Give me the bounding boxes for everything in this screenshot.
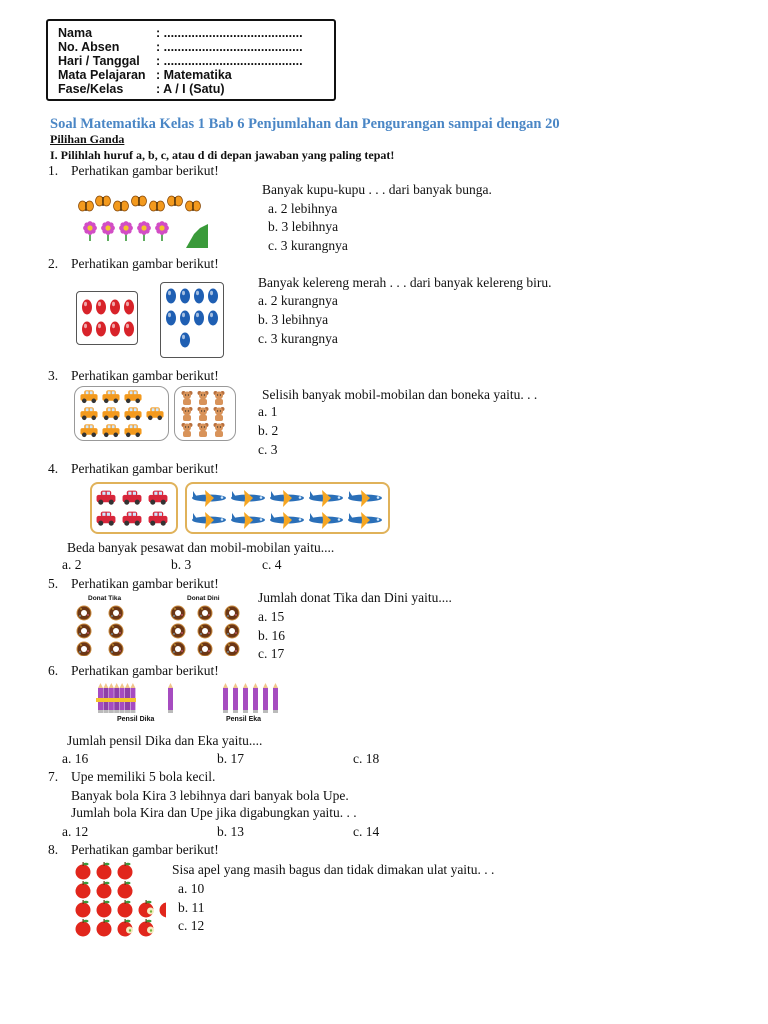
apple-icon: [97, 862, 112, 880]
donut-tika-group: [74, 604, 134, 656]
airplane-icon: [348, 512, 382, 529]
section-heading: Pilihan Ganda: [50, 132, 125, 146]
question-3-number: 3.: [48, 368, 59, 383]
butterfly-icon: [79, 201, 94, 211]
red-marbles-box: [76, 291, 138, 345]
donut-tika-label: Donat Tika: [88, 595, 122, 602]
apple-icon: [118, 900, 133, 918]
toy-car-icon: [80, 424, 97, 437]
apple-icon: [160, 900, 167, 918]
question-1-intro: Perhatikan gambar berikut!: [71, 163, 219, 178]
toy-car-icon: [123, 491, 142, 505]
question-8-option-b[interactable]: b. 11: [178, 900, 205, 915]
butterfly-group: [79, 196, 201, 211]
donut-icon: [171, 624, 186, 639]
toy-cars-box: [74, 386, 169, 441]
question-4-option-b[interactable]: b. 3: [171, 557, 192, 572]
donut-icon: [198, 642, 213, 657]
teddy-doll-group: [175, 387, 235, 440]
toy-car-icon: [149, 512, 168, 526]
butterfly-icon: [96, 196, 111, 206]
flower-group: [83, 221, 169, 241]
toy-car-icon: [124, 407, 141, 420]
question-4-option-a[interactable]: a. 2: [62, 557, 82, 572]
donut-icon: [109, 642, 124, 657]
marble-icon: [208, 311, 218, 326]
marble-icon: [82, 300, 92, 315]
question-6-number: 6.: [48, 663, 59, 678]
question-1-option-b[interactable]: b. 3 lebihnya: [268, 219, 339, 234]
airplane-group: [187, 484, 388, 532]
apple-icon: [76, 881, 91, 899]
question-6-option-c[interactable]: c. 18: [353, 751, 380, 766]
marble-icon: [110, 300, 120, 315]
marble-icon: [180, 311, 190, 326]
apple-icon: [76, 862, 91, 880]
airplane-icon: [348, 490, 382, 507]
teddy-doll-icon: [198, 407, 209, 421]
flower-icon: [119, 221, 133, 241]
toy-car-icon: [124, 390, 141, 403]
question-1-option-c[interactable]: c. 3 kurangnya: [268, 238, 348, 253]
teddy-doll-icon: [198, 423, 209, 437]
question-2-number: 2.: [48, 256, 59, 271]
teddy-doll-icon: [182, 391, 193, 405]
question-5-intro: Perhatikan gambar berikut!: [71, 576, 219, 591]
question-5-option-a[interactable]: a. 15: [258, 609, 285, 624]
question-5-option-c[interactable]: c. 17: [258, 646, 285, 661]
teddy-doll-icon: [182, 423, 193, 437]
question-3-option-a[interactable]: a. 1: [258, 404, 278, 419]
donut-icon: [77, 642, 92, 657]
toy-car-group-2: [92, 484, 176, 532]
pencil-icon: [233, 683, 238, 713]
toy-car-icon: [149, 491, 168, 505]
butterfly-icon: [150, 201, 165, 211]
question-6-intro: Perhatikan gambar berikut!: [71, 663, 219, 678]
toy-car-icon: [102, 390, 119, 403]
airplane-icon: [231, 490, 265, 507]
apple-icon: [97, 900, 112, 918]
teddy-doll-icon: [198, 391, 209, 405]
apple-icon: [118, 881, 133, 899]
question-3-prompt: Selisih banyak mobil-mobilan dan boneka yaitu. . .: [262, 387, 538, 402]
airplane-icon: [309, 490, 343, 507]
absen-row[interactable]: No. Absen : ........................................: [58, 40, 303, 54]
pencil-eka-label: Pensil Eka: [226, 716, 262, 723]
flower-icon: [101, 221, 115, 241]
teddy-doll-icon: [214, 423, 225, 437]
question-8-prompt: Sisa apel yang masih bagus dan tidak dimakan ulat yaitu. . .: [172, 862, 495, 877]
pencil-icon: [263, 683, 268, 713]
toy-car-icon: [123, 512, 142, 526]
toy-car-icon: [102, 424, 119, 437]
question-7-option-a[interactable]: a. 12: [62, 824, 89, 839]
pencil-dika-label: Pensil Dika: [117, 716, 155, 723]
question-1-option-a[interactable]: a. 2 lebihnya: [268, 201, 338, 216]
pencil-icon: [223, 683, 228, 713]
airplane-icon: [309, 512, 343, 529]
teddy-doll-icon: [182, 407, 193, 421]
grass-icon: [186, 224, 208, 248]
pencil-dika-group: [96, 683, 182, 715]
toy-car-icon: [124, 424, 141, 437]
donut-icon: [198, 606, 213, 621]
donut-dini-label: Donat Dini: [187, 595, 220, 602]
toy-car-icon: [80, 390, 97, 403]
marble-icon: [180, 333, 190, 348]
airplane-icon: [270, 512, 304, 529]
marble-icon: [194, 311, 204, 326]
flower-icon: [83, 221, 97, 241]
marble-icon: [96, 322, 106, 337]
marble-icon: [180, 289, 190, 304]
marble-icon: [208, 289, 218, 304]
butterfly-icon: [132, 196, 147, 206]
donut-icon: [171, 642, 186, 657]
airplanes-box: [185, 482, 390, 534]
donut-icon: [225, 624, 240, 639]
question-4-number: 4.: [48, 461, 59, 476]
question-6-prompt: Jumlah pensil Dika dan Eka yaitu....: [67, 733, 263, 748]
flower-icon: [155, 221, 169, 241]
question-7-intro: Upe memiliki 5 bola kecil.: [71, 769, 216, 784]
question-7-prompt: Banyak bola Kira 3 lebihnya dari banyak bola Upe.: [71, 788, 349, 803]
marble-icon: [96, 300, 106, 315]
donut-icon: [109, 606, 124, 621]
question-7-option-b[interactable]: b. 13: [217, 824, 244, 839]
apple-icon: [139, 919, 155, 937]
rubber-band-icon: [96, 698, 136, 702]
butterfly-icon: [168, 196, 183, 206]
question-6-option-b[interactable]: b. 17: [217, 751, 244, 766]
toy-cars-box-2: [90, 482, 178, 534]
toy-car-icon: [97, 512, 116, 526]
date-row[interactable]: Hari / Tanggal : ........................................: [58, 54, 303, 68]
marble-icon: [166, 289, 176, 304]
apple-icon: [118, 862, 133, 880]
question-3-option-b[interactable]: b. 2: [258, 423, 279, 438]
question-8-number: 8.: [48, 842, 59, 857]
airplane-icon: [192, 512, 226, 529]
apple-group: [74, 862, 166, 938]
teddy-doll-icon: [214, 407, 225, 421]
toy-car-icon: [80, 407, 97, 420]
dolls-box: [174, 386, 236, 441]
butterfly-icon: [114, 201, 129, 211]
marble-icon: [194, 289, 204, 304]
airplane-icon: [231, 512, 265, 529]
question-4-prompt: Beda banyak pesawat dan mobil-mobilan yaitu....: [67, 540, 335, 555]
apple-icon: [118, 919, 134, 937]
donut-dini-group: [166, 604, 246, 656]
question-1-prompt: Banyak kupu-kupu . . . dari banyak bunga.: [262, 182, 492, 197]
pencil-icon: [243, 683, 248, 713]
toy-car-icon: [102, 407, 119, 420]
instruction-text: I. Pilihlah huruf a, b, c, atau d di depan jawaban yang paling tepat!: [50, 148, 395, 162]
question-5-number: 5.: [48, 576, 59, 591]
airplane-icon: [270, 490, 304, 507]
question-4-option-c[interactable]: c. 4: [262, 557, 282, 572]
donut-icon: [109, 624, 124, 639]
worksheet-title: Soal Matematika Kelas 1 Bab 6 Penjumlahan dan Pengurangan sampai dengan 20: [50, 116, 560, 132]
name-row[interactable]: Nama : ........................................: [58, 26, 303, 40]
question-8-intro: Perhatikan gambar berikut!: [71, 842, 219, 857]
question-1-number: 1.: [48, 163, 59, 178]
blue-marble-group: [161, 283, 223, 357]
marble-icon: [166, 311, 176, 326]
toy-car-icon: [97, 491, 116, 505]
apple-icon: [139, 900, 155, 918]
class-row: Fase/Kelas : A / I (Satu): [58, 82, 225, 96]
student-identity-box: [46, 19, 336, 101]
question-1-picture: [76, 194, 208, 248]
flower-icon: [137, 221, 151, 241]
apple-icon: [97, 919, 112, 937]
question-2-intro: Perhatikan gambar berikut!: [71, 256, 219, 271]
airplane-icon: [192, 490, 226, 507]
question-2-option-b[interactable]: b. 3 lebihnya: [258, 312, 329, 327]
marble-icon: [124, 300, 134, 315]
question-2-option-a[interactable]: a. 2 kurangnya: [258, 293, 338, 308]
donut-icon: [225, 606, 240, 621]
apple-icon: [97, 881, 112, 899]
pencil-icon: [273, 683, 278, 713]
pencil-icon: [253, 683, 258, 713]
question-7-prompt-2: Jumlah bola Kira dan Upe jika digabungkan yaitu. . .: [71, 805, 357, 820]
pencil-eka-group: [220, 683, 282, 715]
donut-icon: [77, 606, 92, 621]
toy-car-icon: [146, 407, 163, 420]
question-7-option-c[interactable]: c. 14: [353, 824, 380, 839]
red-marble-group: [77, 292, 137, 344]
question-5-prompt: Jumlah donat Tika dan Dini yaitu....: [258, 590, 452, 605]
apple-icon: [76, 900, 91, 918]
toy-car-group: [75, 387, 168, 440]
question-2-option-c[interactable]: c. 3 kurangnya: [258, 331, 338, 346]
subject-row: Mata Pelajaran : Matematika: [58, 68, 232, 82]
question-8-option-c[interactable]: c. 12: [178, 918, 205, 933]
butterfly-icon: [186, 201, 201, 211]
marble-icon: [82, 322, 92, 337]
pencil-icon: [168, 683, 173, 713]
donut-icon: [225, 642, 240, 657]
donut-icon: [198, 624, 213, 639]
apple-icon: [76, 919, 91, 937]
donut-icon: [171, 606, 186, 621]
marble-icon: [124, 322, 134, 337]
question-6-option-a[interactable]: a. 16: [62, 751, 89, 766]
question-5-option-b[interactable]: b. 16: [258, 628, 285, 643]
blue-marbles-box: [160, 282, 224, 358]
question-4-intro: Perhatikan gambar berikut!: [71, 461, 219, 476]
question-8-option-a[interactable]: a. 10: [178, 881, 205, 896]
question-3-intro: Perhatikan gambar berikut!: [71, 368, 219, 383]
question-7-number: 7.: [48, 769, 59, 784]
question-2-prompt: Banyak kelereng merah . . . dari banyak kelereng biru.: [258, 275, 552, 290]
question-3-option-c[interactable]: c. 3: [258, 442, 278, 457]
marble-icon: [110, 322, 120, 337]
donut-icon: [77, 624, 92, 639]
teddy-doll-icon: [214, 391, 225, 405]
